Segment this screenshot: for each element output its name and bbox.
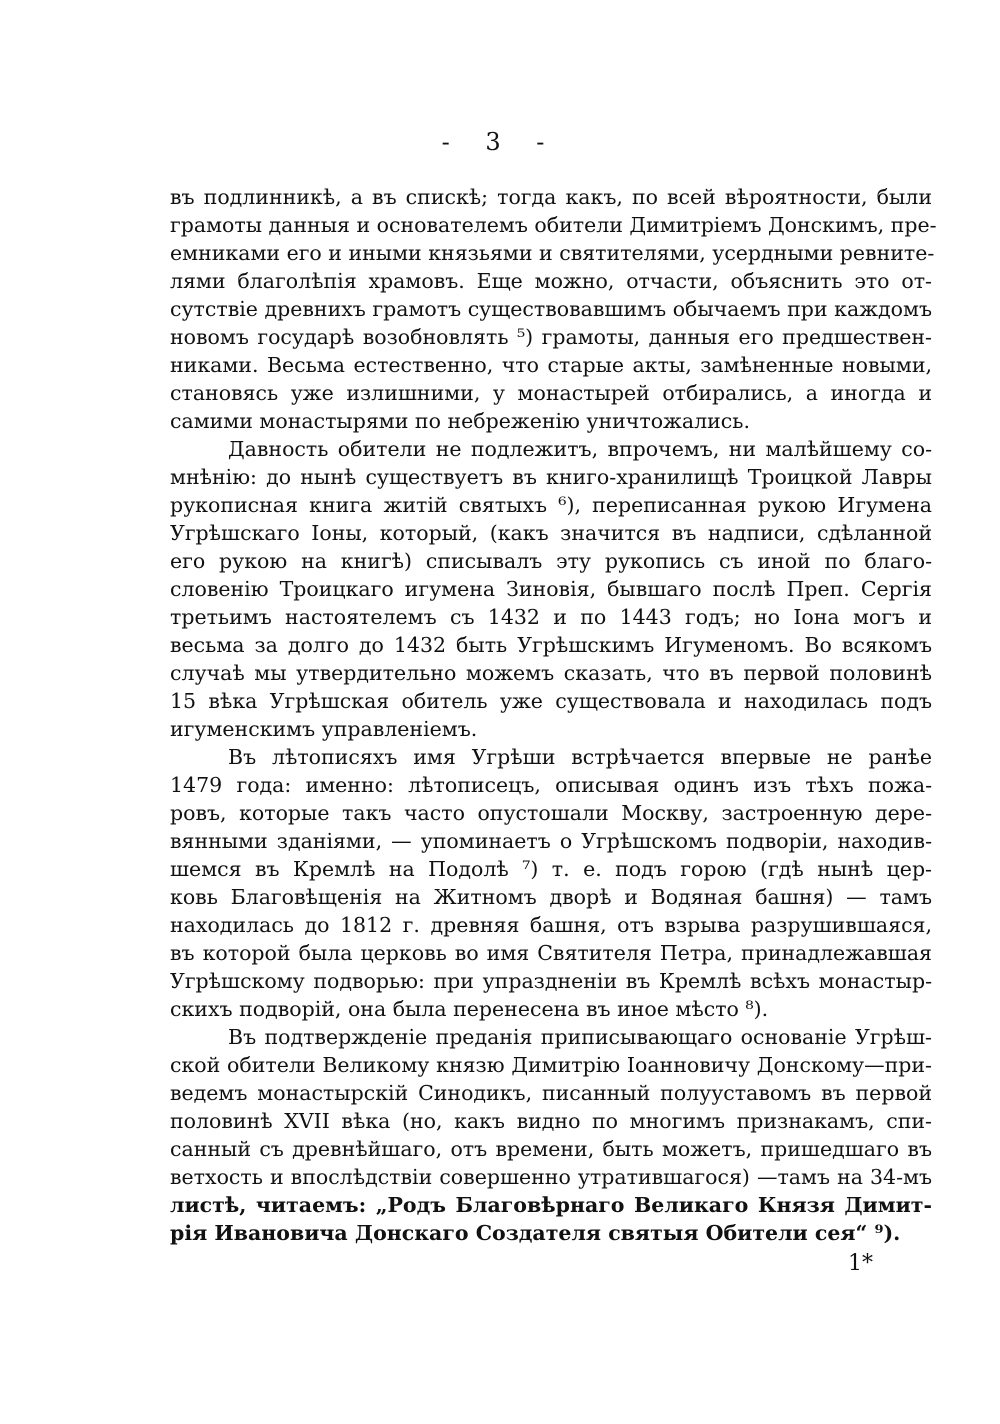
text-line: становясь уже излишними, у монастырей отбирались, а иногда и <box>170 381 932 405</box>
text-line: рукописная книга житій святыхъ ⁶), переписанная рукою Игумена <box>170 493 932 517</box>
text-line: Угрѣшскаго Іоны, который, (какъ значится въ надписи, сдѣланной <box>170 521 932 545</box>
text-line: мнѣнію: до нынѣ существуетъ въ книго-хранилищѣ Троицкой Лавры <box>170 465 932 489</box>
text-line: никами. Весьма естественно, что старые акты, замѣненные новыми, <box>170 353 932 377</box>
text-line: Въ лѣтописяхъ имя Угрѣши встрѣчается впервые не ранѣе <box>228 745 932 769</box>
text-line: сутствіе древнихъ грамотъ существовавшимъ обычаемъ при каждомъ <box>170 297 932 321</box>
text-line: половинѣ XVII вѣка (но, какъ видно по многимъ признакамъ, спи- <box>170 1109 932 1133</box>
text-line: новомъ государѣ возобновлять ⁵) грамоты, данныя его предшествен- <box>170 325 932 349</box>
page-number: - 3 - <box>441 128 559 156</box>
text-line: 15 вѣка Угрѣшская обитель уже существовала и находилась подъ <box>170 689 932 713</box>
text-line: вянными зданіями, — упоминаетъ о Угрѣшскомъ подворіи, находив- <box>170 829 932 853</box>
text-line: лями благолѣпія храмовъ. Еще можно, отчасти, объяснить это от- <box>170 269 932 293</box>
text-line: ровъ, которые такъ часто опустошали Москву, застроенную дере- <box>170 801 932 825</box>
text-line: ковь Благовѣщенія на Житномъ дворѣ и Водяная башня) — тамъ <box>170 885 932 909</box>
text-line: въ подлинникѣ, а въ спискѣ; тогда какъ, по всей вѣроятности, были <box>170 185 932 209</box>
text-line: его рукою на книгѣ) списывалъ эту рукопись съ иной по благо- <box>170 549 932 573</box>
text-line: шемся въ Кремлѣ на Подолѣ ⁷) т. е. подъ горою (гдѣ нынѣ цер- <box>170 857 932 881</box>
text-line: скихъ подворій, она была перенесена въ иное мѣсто ⁸). <box>170 997 769 1021</box>
text-line: Угрѣшскому подворью: при упраздненіи въ Кремлѣ всѣхъ монастыр- <box>170 969 932 993</box>
text-line: случаѣ мы утвердительно можемъ сказать, что въ первой половинѣ <box>170 661 932 685</box>
text-line: санный съ древнѣйшаго, отъ времени, быть можетъ, пришедшаго въ <box>170 1137 932 1161</box>
text-line: находилась до 1812 г. древняя башня, отъ взрыва разрушившаяся, <box>170 913 932 937</box>
text-line: весьма за долго до 1432 быть Угрѣшскимъ Игуменомъ. Во всякомъ <box>170 633 932 657</box>
text-line: въ которой была церковь во имя Святителя Петра, принадлежавшая <box>170 941 932 965</box>
text-line: ветхость и впослѣдствіи совершенно утратившагося) —тамъ на 34-мъ <box>170 1165 932 1189</box>
text-line: самими монастырями по небреженію уничтожались. <box>170 409 750 433</box>
text-line: рія Ивановича Донскаго Создателя святыя Обители сея“ ⁹). <box>170 1221 901 1245</box>
text-line: игуменскимъ управленіемъ. <box>170 717 478 741</box>
text-line: ведемъ монастырскій Синодикъ, писанный полууставомъ въ первой <box>170 1081 932 1105</box>
text-line: словенію Троицкаго игумена Зиновія, бывшаго послѣ Преп. Сергія <box>170 577 932 601</box>
text-line: грамоты данныя и основателемъ обители Димитріемъ Донскимъ, пре- <box>170 213 937 237</box>
text-line: Давность обители не подлежитъ, впрочемъ, ни малѣйшему со- <box>228 437 932 461</box>
text-line: листѣ, читаемъ: „Родъ Благовѣрнаго Великаго Князя Димит- <box>170 1193 932 1217</box>
text-line: ской обители Великому князю Димитрію Іоанновичу Донскому—при- <box>170 1053 932 1077</box>
text-line: емниками его и иными князьями и святителями, усердными ревните- <box>170 241 935 265</box>
text-line: 1479 года: именно: лѣтописецъ, описывая одинъ изъ тѣхъ пожа- <box>170 773 932 797</box>
signature-mark: 1* <box>848 1251 873 1276</box>
body-text <box>170 183 937 1247</box>
text-line: третьимъ настоятелемъ съ 1432 и по 1443 годъ; но Іона могъ и <box>170 605 932 629</box>
text-line: Въ подтвержденіе преданія приписывающаго основаніе Угрѣш- <box>228 1025 932 1049</box>
